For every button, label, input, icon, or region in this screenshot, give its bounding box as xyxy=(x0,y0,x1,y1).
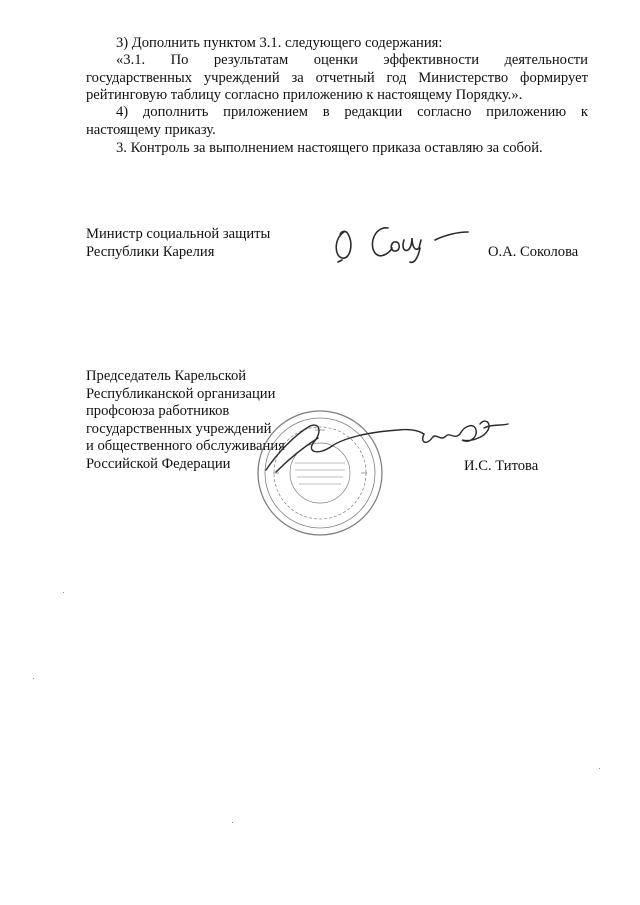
signatory2-title-line: Председатель Карельской xyxy=(86,368,247,384)
scan-speck xyxy=(232,822,233,823)
signatory1-name: О.А. Соколова xyxy=(488,244,579,260)
paragraph-amendment-3: 3) Дополнить пунктом 3.1. следующего содержания: xyxy=(116,35,443,51)
signatory2-title-line: и общественного обслуживания xyxy=(86,438,285,455)
paragraph-amendment-4: 4) дополнить приложением в редакции согласно приложению к настоящему приказу. xyxy=(86,104,588,138)
paragraph-control: 3. Контроль за выполнением настоящего приказа оставляю за собой. xyxy=(116,140,543,156)
signatory2-title-line: государственных учреждений xyxy=(86,420,272,437)
signatory2-title-line: Российской Федерации xyxy=(86,455,231,472)
scan-speck xyxy=(33,678,34,679)
scan-speck xyxy=(63,592,64,593)
signatory2-title-line: Республиканской организации xyxy=(86,385,276,402)
signatory2-name: И.С. Титова xyxy=(464,458,539,474)
scan-speck xyxy=(599,768,600,769)
paragraph-clause-3-1: «3.1. По результатам оценки эффективности деятельности государственных учреждений за отчетный год Министерство формирует рейтинговую таблицу согласно приложению к настоящему Порядку.». xyxy=(86,52,588,104)
signatory1-title xyxy=(86,226,270,261)
signatory1-title-line: Республики Карелия xyxy=(86,243,215,260)
signature1-icon xyxy=(330,218,480,268)
signatory2-title-line: профсоюза работников xyxy=(86,403,230,420)
signatory1-title-line: Министр социальной защиты xyxy=(86,226,271,242)
